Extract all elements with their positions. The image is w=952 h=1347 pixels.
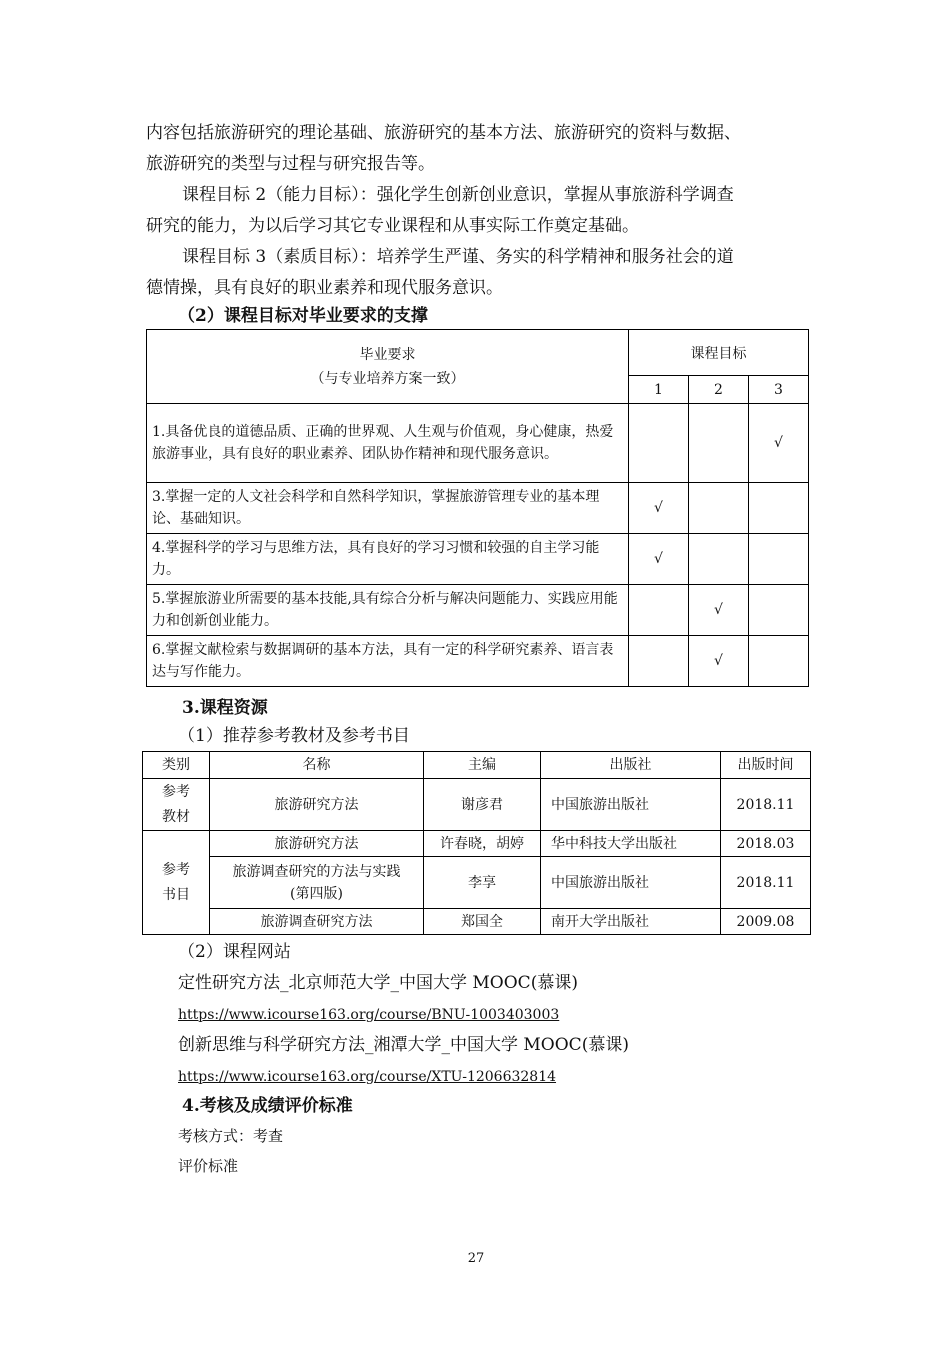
site-title: 定性研究方法_北京师范大学_中国大学 MOOC(慕课) bbox=[178, 973, 578, 993]
paragraph-line: 德情操，具有良好的职业素养和现代服务意识。 bbox=[146, 278, 503, 298]
check-mark bbox=[629, 585, 689, 636]
requirement-text: 1.具备优良的道德品质、正确的世界观、人生观与价值观，身心健康，热爱旅游事业，具有良好的职业素养、团队协作精神和现代服务意识。 bbox=[147, 404, 629, 483]
subheading: （2）课程网站 bbox=[178, 942, 291, 962]
check-mark: √ bbox=[749, 404, 809, 483]
check-mark: √ bbox=[689, 636, 749, 687]
table-row bbox=[143, 857, 811, 909]
check-mark bbox=[629, 636, 689, 687]
header-publisher: 出版社 bbox=[541, 752, 721, 779]
header-req-line1: 毕业要求 bbox=[359, 346, 416, 363]
book-date: 2018.11 bbox=[721, 857, 811, 909]
check-mark bbox=[749, 483, 809, 534]
table-row bbox=[147, 404, 809, 483]
table-row bbox=[143, 779, 811, 831]
section-heading: 3.课程资源 bbox=[182, 698, 268, 718]
check-mark bbox=[749, 585, 809, 636]
site-link[interactable]: https://www.icourse163.org/course/BNU-1003403003 bbox=[178, 1007, 560, 1023]
book-name: 旅游调查研究的方法与实践(第四版) bbox=[210, 857, 424, 909]
subheading: （1）推荐参考教材及参考书目 bbox=[178, 726, 410, 746]
table-row bbox=[143, 909, 811, 935]
paragraph-line: 旅游研究的类型与过程与研究报告等。 bbox=[146, 154, 435, 174]
assessment-method: 考核方式：考查 bbox=[178, 1127, 284, 1145]
table-row bbox=[147, 585, 809, 636]
check-mark: √ bbox=[629, 483, 689, 534]
book-publisher: 中国旅游出版社 bbox=[541, 857, 721, 909]
check-mark bbox=[629, 404, 689, 483]
table-row bbox=[143, 831, 811, 857]
category-cell: 参考 书目 bbox=[143, 831, 210, 935]
book-date: 2018.03 bbox=[721, 831, 811, 857]
support-table bbox=[146, 329, 809, 687]
header-editor: 主编 bbox=[424, 752, 541, 779]
check-mark: √ bbox=[629, 534, 689, 585]
header-category: 类别 bbox=[143, 752, 210, 779]
paragraph-line: 内容包括旅游研究的理论基础、旅游研究的基本方法、旅游研究的资料与数据、 bbox=[146, 123, 741, 143]
header-name: 名称 bbox=[210, 752, 424, 779]
book-publisher: 南开大学出版社 bbox=[541, 909, 721, 935]
assessment-criteria: 评价标准 bbox=[178, 1157, 239, 1175]
goal-col-1: 1 bbox=[629, 376, 689, 404]
requirement-text: 3.掌握一定的人文社会科学和自然科学知识，掌握旅游管理专业的基本理论、基础知识。 bbox=[147, 483, 629, 534]
paragraph-line: 课程目标 2（能力目标）：强化学生创新创业意识，掌握从事旅游科学调查 bbox=[182, 185, 734, 205]
check-mark bbox=[749, 534, 809, 585]
goal-col-2: 2 bbox=[689, 376, 749, 404]
paragraph-line: 研究的能力，为以后学习其它专业课程和从事实际工作奠定基础。 bbox=[146, 216, 639, 236]
goal-col-3: 3 bbox=[749, 376, 809, 404]
header-req-line2: （与专业培养方案一致） bbox=[310, 370, 465, 387]
check-mark bbox=[689, 404, 749, 483]
book-name: 旅游研究方法 bbox=[210, 779, 424, 831]
table-row bbox=[147, 636, 809, 687]
check-mark bbox=[689, 483, 749, 534]
category-cell: 参考 教材 bbox=[143, 779, 210, 831]
site-title: 创新思维与科学研究方法_湘潭大学_中国大学 MOOC(慕课) bbox=[178, 1035, 629, 1055]
book-date: 2009.08 bbox=[721, 909, 811, 935]
page-number: 27 bbox=[467, 1251, 485, 1266]
section-heading: 4.考核及成绩评价标准 bbox=[182, 1096, 353, 1116]
books-table bbox=[142, 751, 811, 935]
book-editor: 许春晓，胡婷 bbox=[424, 831, 541, 857]
header-goals: 课程目标 bbox=[629, 330, 809, 376]
site-link[interactable]: https://www.icourse163.org/course/XTU-1206632814 bbox=[178, 1069, 557, 1085]
paragraph-line: 课程目标 3（素质目标）：培养学生严谨、务实的科学精神和服务社会的道 bbox=[182, 247, 734, 267]
table-row bbox=[147, 483, 809, 534]
book-editor: 李享 bbox=[424, 857, 541, 909]
requirement-text: 5.掌握旅游业所需要的基本技能,具有综合分析与解决问题能力、实践应用能力和创新创业能力。 bbox=[147, 585, 629, 636]
book-editor: 谢彦君 bbox=[424, 779, 541, 831]
header-requirement bbox=[147, 330, 629, 404]
check-mark bbox=[749, 636, 809, 687]
section-heading: （2）课程目标对毕业要求的支撑 bbox=[178, 306, 428, 326]
book-publisher: 华中科技大学出版社 bbox=[541, 831, 721, 857]
book-name: 旅游调查研究方法 bbox=[210, 909, 424, 935]
book-name: 旅游研究方法 bbox=[210, 831, 424, 857]
book-editor: 郑国全 bbox=[424, 909, 541, 935]
header-date: 出版时间 bbox=[721, 752, 811, 779]
requirement-text: 6.掌握文献检索与数据调研的基本方法，具有一定的科学研究素养、语言表达与写作能力。 bbox=[147, 636, 629, 687]
book-date: 2018.11 bbox=[721, 779, 811, 831]
check-mark: √ bbox=[689, 585, 749, 636]
table-row bbox=[147, 534, 809, 585]
requirement-text: 4.掌握科学的学习与思维方法，具有良好的学习习惯和较强的自主学习能力。 bbox=[147, 534, 629, 585]
book-publisher: 中国旅游出版社 bbox=[541, 779, 721, 831]
check-mark bbox=[689, 534, 749, 585]
